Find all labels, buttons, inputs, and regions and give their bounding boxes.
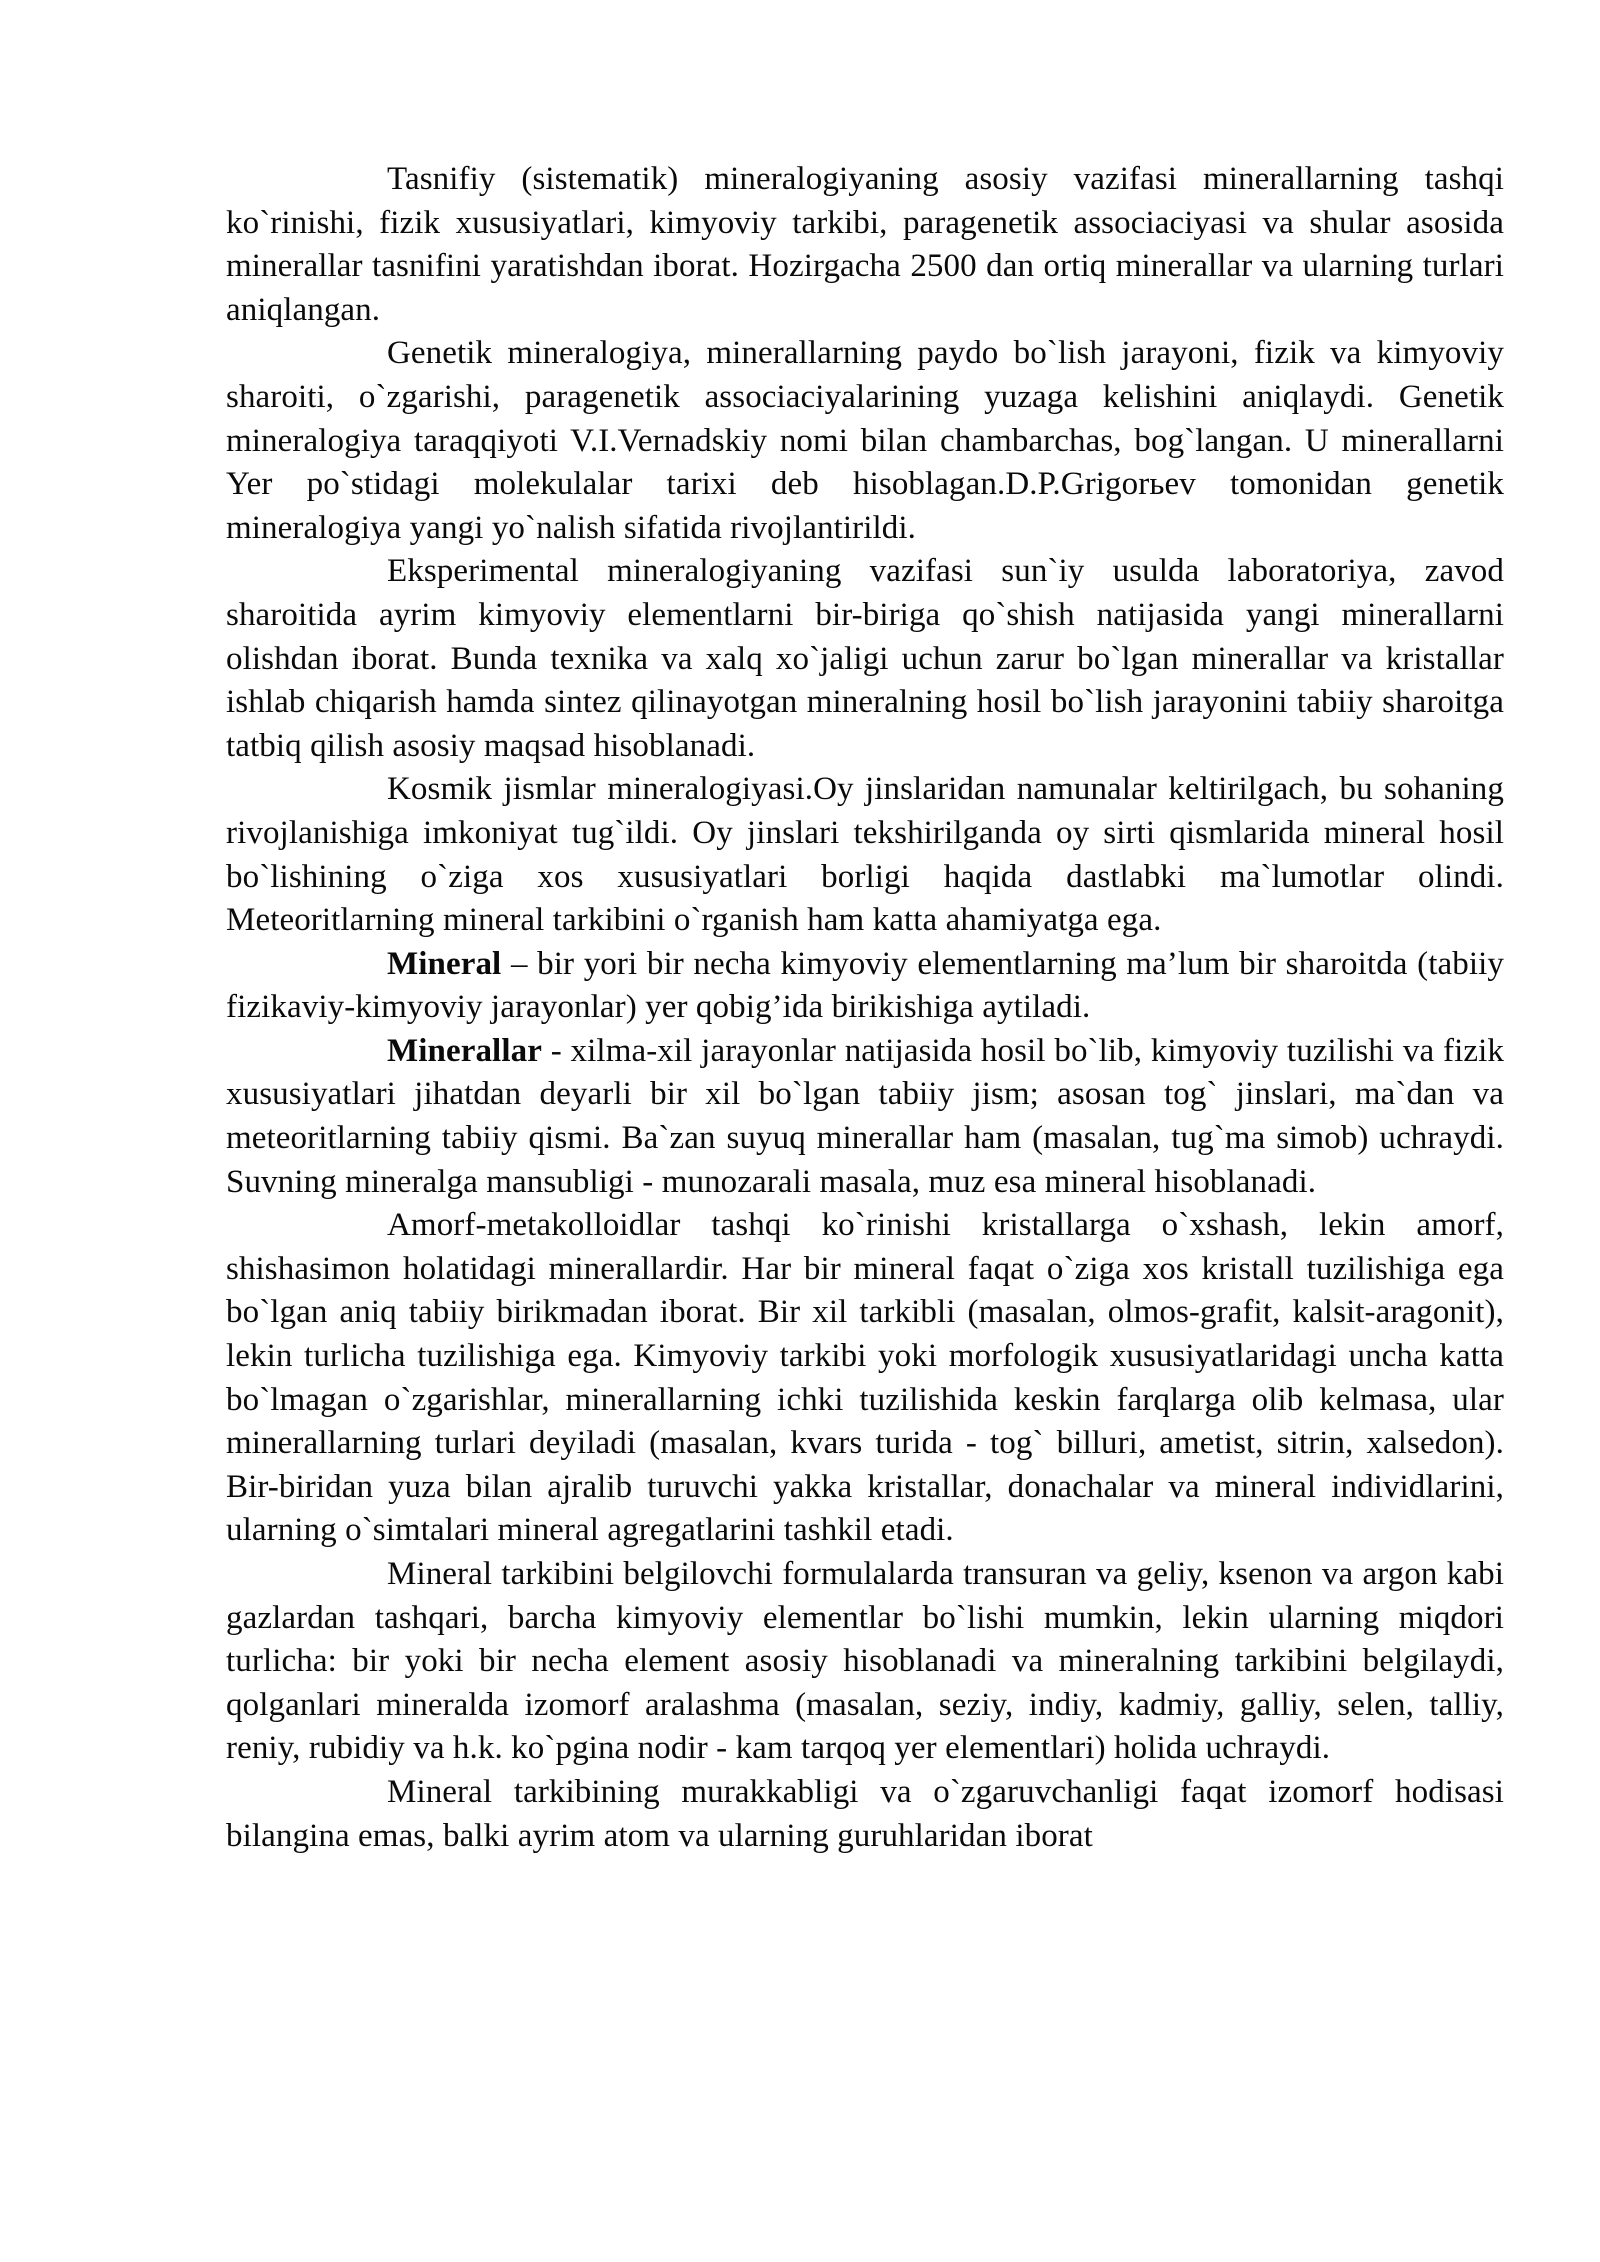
paragraph-text: Kosmik jismlar mineralogiyasi.Oy jinslaridan namunalar keltirilgach, bu sohaning rivojlanishiga imkoniyat tug`ildi. Oy jinslari tekshirilganda oy sirti qismlarida mineral hosil bo`lishining o`ziga xos xususiyatlari borligi haqida dastlabki ma`lumotlar olindi. Meteoritlarning mineral tarkibini o`rganish ham katta ahamiyatga ega. [226, 771, 1504, 939]
paragraph [226, 943, 1504, 1030]
paragraph [226, 1771, 1504, 1858]
paragraph-lead-bold: Minerallar [387, 1032, 542, 1069]
text-block [226, 158, 1504, 1858]
paragraph-lead-bold: Mineral [387, 945, 502, 982]
paragraph-text: Genetik mineralogiya, minerallarning paydo bo`lish jarayoni, fizik va kimyoviy sharoiti, o`zgarishi, paragenetik associaciyalarining yuzaga kelishini aniqlaydi. Genetik mineralogiya taraqqiyoti V.I.Vernadskiy nomi bilan chambarchas, bog`langan. U minerallarni Yer po`stidagi molekulalar tarixi deb hisoblagan.D.P.Grigorьev tomonidan genetik mineralogiya yangi yo`nalish sifatida rivojlantirildi. [226, 335, 1504, 546]
paragraph-text: Mineral tarkibini belgilovchi formulalarda transuran va geliy, ksenon va argon kabi gazlardan tashqari, barcha kimyoviy elementlar bo`lishi mumkin, lekin ularning miqdori turlicha: bir yoki bir necha element asosiy hisoblanadi va mineralning tarkibini belgilaydi, qolganlari mineralda izomorf aralashma (masalan, seziy, indiy, kadmiy, galliy, selen, talliy, reniy, rubidiy va h.k. ko`pgina nodir - kam tarqoq yer elementlari) holida uchraydi. [226, 1556, 1504, 1767]
paragraph-text: Mineral tarkibining murakkabligi va o`zgaruvchanligi faqat izomorf hodisasi bilangina emas, balki ayrim atom va ularning guruhlaridan iborat [226, 1773, 1504, 1854]
paragraph-text: Tasnifiy (sistematik) mineralogiyaning asosiy vazifasi minerallarning tashqi ko`rinishi, fizik xususiyatlari, kimyoviy tarkibi, paragenetik associaciyasi va shular asosida minerallar tasnifini yaratishdan iborat. Hozirgacha 2500 dan ortiq minerallar va ularning turlari aniqlangan. [226, 161, 1504, 328]
paragraph [226, 1553, 1504, 1771]
paragraph [226, 1030, 1504, 1204]
paragraph-text: Amorf-metakolloidlar tashqi ko`rinishi kristallarga o`xshash, lekin amorf, shishasimon holatidagi minerallardir. Har bir mineral faqat o`ziga xos kristall tuzilishiga ega bo`lgan aniq tabiiy birikmadan iborat. Bir xil tarkibli (masalan, olmos-grafit, kalsit-aragonit), lekin turlicha tuzilishiga ega. Kimyoviy tarkibi yoki morfologik xususiyatlaridagi uncha katta bo`lmagan o`zgarishlar, minerallarning ichki tuzilishida keskin farqlarga olib kelmasa, ular minerallarning turlari deyiladi (masalan, kvars turida - tog` billuri, ametist, sitrin, xalsedon). Bir-biridan yuza bilan ajralib turuvchi yakka kristallar, donachalar va mineral individlarini, ularning o`simtalari mineral agregatlarini tashkil etadi. [226, 1207, 1504, 1549]
paragraph-text: Eksperimental mineralogiyaning vazifasi sun`iy usulda laboratoriya, zavod sharoitida ayrim kimyoviy elementlarni bir-biriga qo`shish natijasida yangi minerallarni olishdan iborat. Bunda texnika va xalq xo`jaligi uchun zarur bo`lgan minerallar va kristallar ishlab chiqarish hamda sintez qilinayotgan mineralning hosil bo`lish jarayonini tabiiy sharoitga tatbiq qilish asosiy maqsad hisoblanadi. [226, 553, 1504, 764]
paragraph-text: - xilma-xil jarayonlar natijasida hosil bo`lib, kimyoviy tuzilishi va fizik xususiyatlari jihatdan deyarli bir xil bo`lgan tabiiy jism; asosan tog` jinslari, ma`dan va meteoritlarning tabiiy qismi. Ba`zan suyuq minerallar ham (masalan, tug`ma simob) uchraydi. Suvning mineralga mansubligi - munozarali masala, muz esa mineral hisoblanadi. [226, 1032, 1504, 1200]
paragraph-text: – bir yori bir necha kimyoviy elementlarning ma’lum bir sharoitda (tabiiy fizikaviy-kimyoviy jarayonlar) yer qobig’ida birikishiga aytiladi. [226, 945, 1504, 1026]
paragraph [226, 158, 1504, 332]
paragraph [226, 332, 1504, 550]
paragraph [226, 550, 1504, 768]
paragraph [226, 1204, 1504, 1553]
paragraph [226, 768, 1504, 942]
